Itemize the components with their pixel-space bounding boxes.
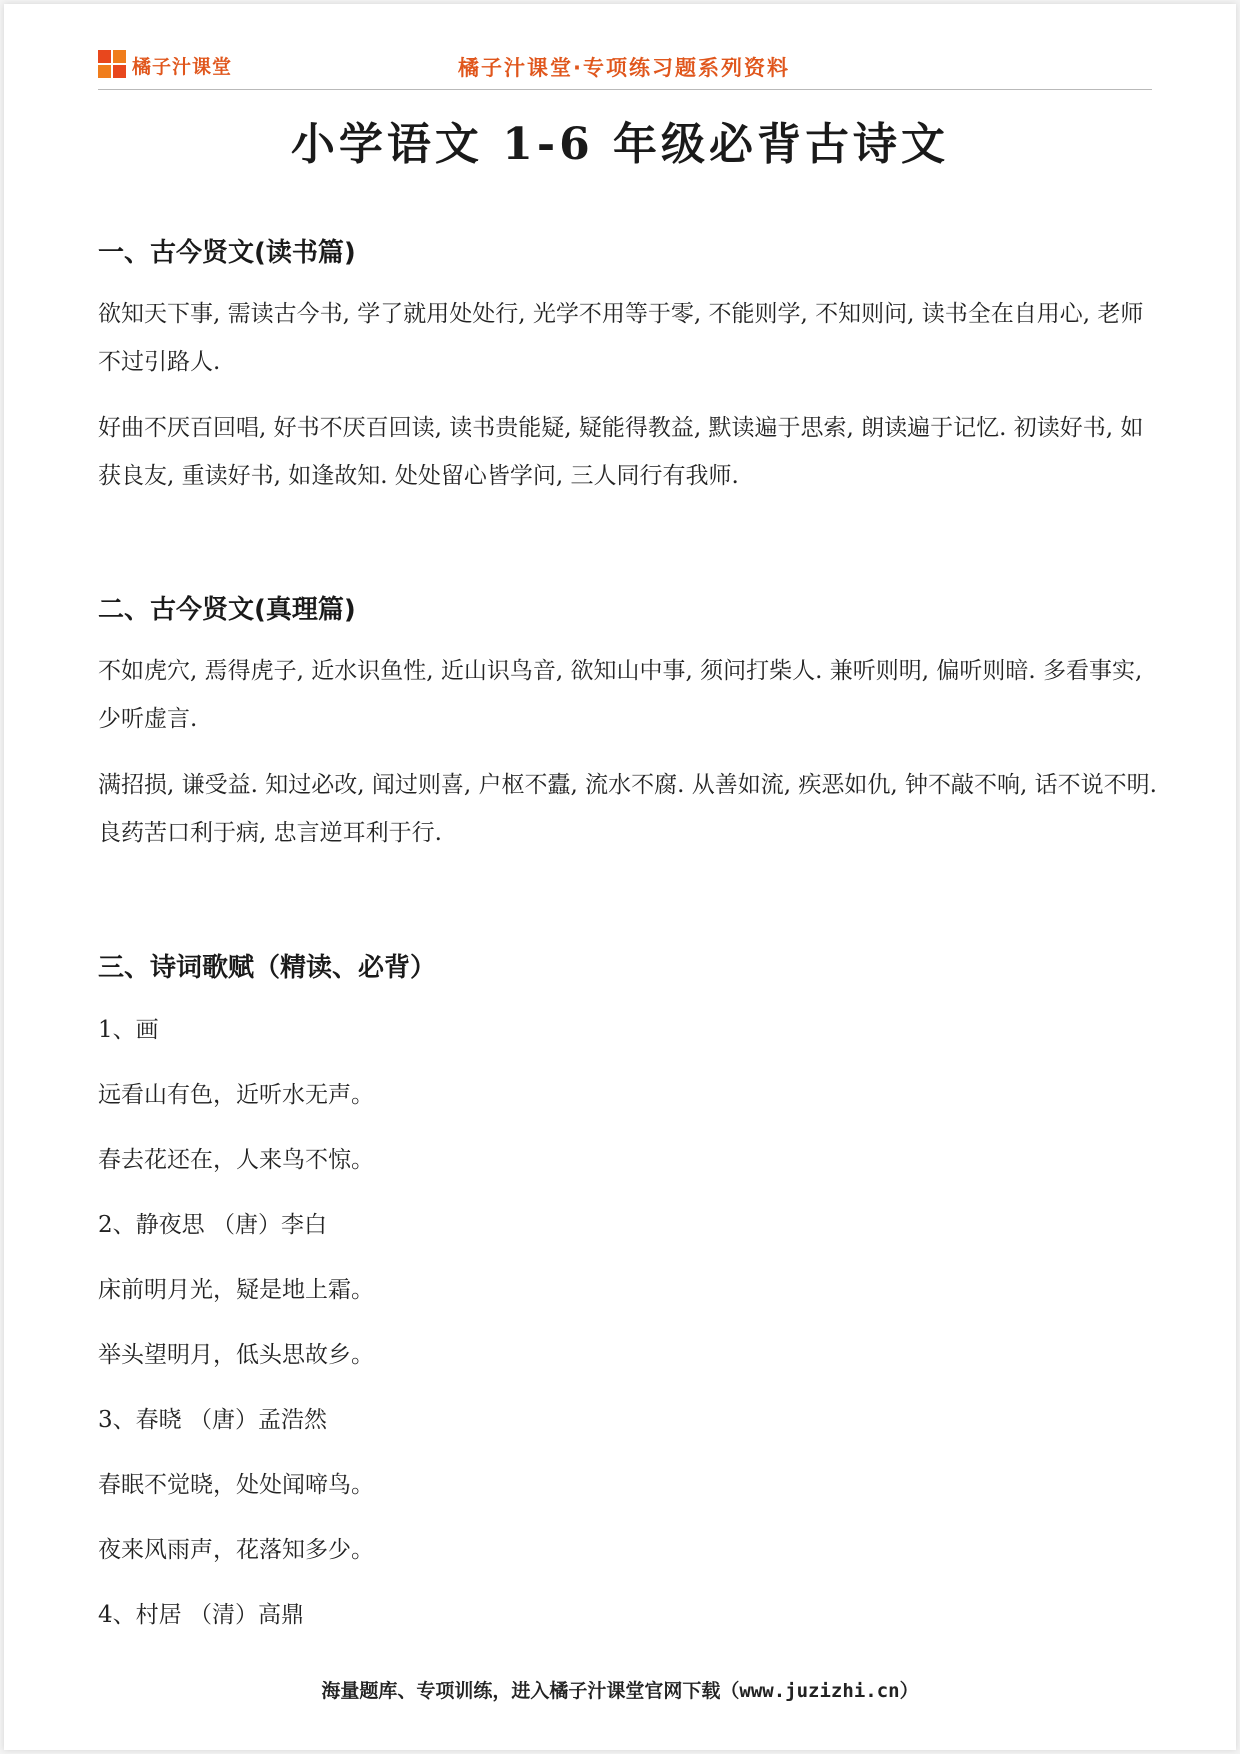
paragraph: 好曲不厌百回唱, 好书不厌百回读, 读书贵能疑, 疑能得教益, 默读遍于思索, 朗读遍于记忆. 初读好书, 如获良友, 重读好书, 如逢故知. 处处留心皆学问, 三人同行有我师. [98, 415, 1144, 489]
logo-text: 橘子汁课堂 [132, 55, 233, 78]
poem-line: 春眠不觉晓，处处闻啼鸟。 [98, 1472, 374, 1498]
poem-title: 4、村居 （清）高鼎 [98, 1602, 304, 1628]
section-heading-reading: 一、古今贤文(读书篇) [98, 238, 356, 268]
page-header [98, 44, 1152, 90]
document-page [4, 4, 1236, 1750]
paragraph: 不如虎穴, 焉得虎子, 近水识鱼性, 近山识鸟音, 欲知山中事, 须问打柴人. 兼听则明, 偏听则暗. 多看事实, 少听虚言. [98, 658, 1143, 732]
section-heading-truth: 二、古今贤文(真理篇) [98, 595, 356, 625]
paragraph: 满招损, 谦受益. 知过必改, 闻过则喜, 户枢不蠹, 流水不腐. 从善如流, 疾恶如仇, 钟不敲不响, 话不说不明. 良药苦口利于病, 忠言逆耳利于行. [98, 772, 1157, 846]
poem-line: 夜来风雨声，花落知多少。 [98, 1537, 374, 1563]
poem-line: 床前明月光，疑是地上霜。 [98, 1277, 374, 1303]
poem-title: 3、春晓 （唐）孟浩然 [98, 1407, 327, 1433]
page-footer: 海量题库、专项训练，进入橘子汁课堂官网下载（www.juzizhi.cn） [321, 1680, 919, 1702]
document-title: 小学语文 1-6 年级必背古诗文 [290, 119, 950, 170]
brand-logo [98, 50, 232, 80]
paragraph: 欲知天下事, 需读古今书, 学了就用处处行, 光学不用等于零, 不能则学, 不知则问, 读书全在自用心, 老师不过引路人. [98, 301, 1144, 375]
series-title: 橘子汁课堂·专项练习题系列资料 [458, 56, 790, 80]
poem-line: 春去花还在，人来鸟不惊。 [98, 1147, 374, 1173]
logo-squares-icon [98, 50, 128, 80]
section-heading-poems: 三、诗词歌赋（精读、必背） [98, 953, 437, 983]
poem-title: 1、画 [98, 1017, 159, 1043]
poem-line: 远看山有色，近听水无声。 [98, 1082, 374, 1108]
poem-line: 举头望明月，低头思故乡。 [98, 1342, 374, 1368]
poem-title: 2、静夜思 （唐）李白 [98, 1212, 327, 1238]
